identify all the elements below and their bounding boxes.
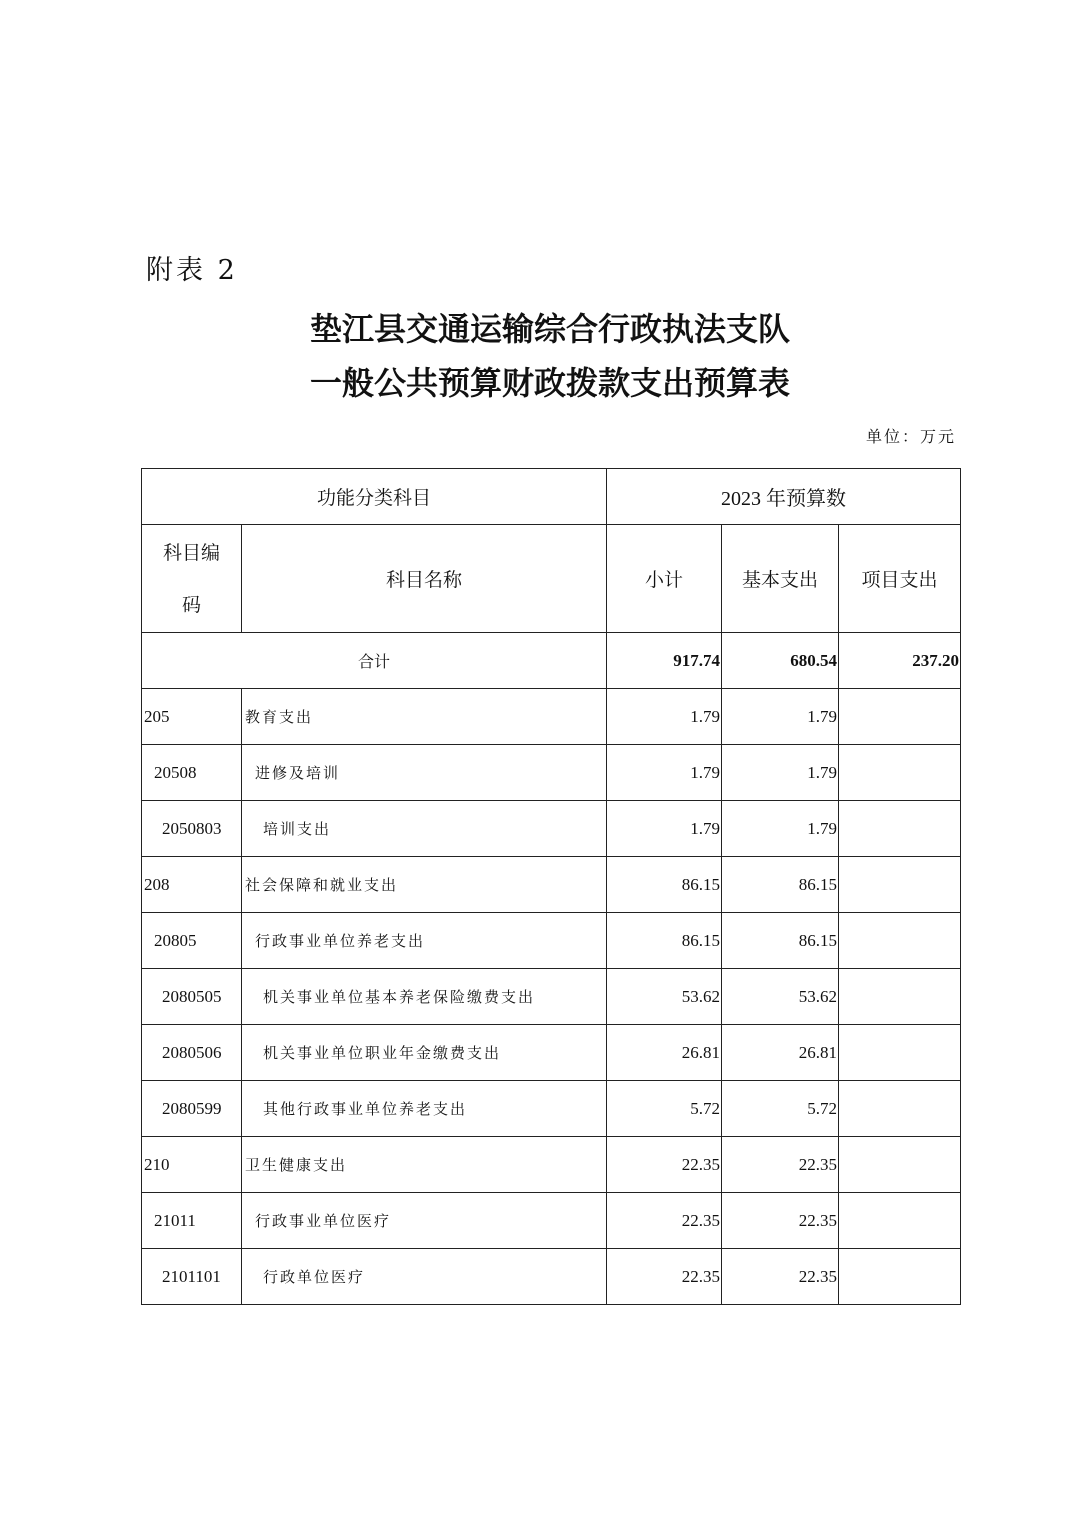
subject-code: 21011 [142, 1193, 242, 1249]
subject-name: 机关事业单位职业年金缴费支出 [242, 1025, 607, 1081]
subject-code: 20508 [142, 745, 242, 801]
annex-label: 附表 2 [146, 255, 238, 286]
basic-value: 1.79 [722, 689, 839, 745]
header-subtotal: 小计 [607, 525, 722, 633]
subject-name: 卫生健康支出 [242, 1137, 607, 1193]
subject-code: 2050803 [142, 801, 242, 857]
subtotal-value: 26.81 [607, 1025, 722, 1081]
subtotal-value: 1.79 [607, 689, 722, 745]
header-code [142, 525, 242, 633]
subtotal-value: 22.35 [607, 1137, 722, 1193]
basic-value: 22.35 [722, 1137, 839, 1193]
subject-name: 行政事业单位养老支出 [242, 913, 607, 969]
table-row [142, 1137, 961, 1193]
table-row [142, 1249, 961, 1305]
subject-code: 205 [142, 689, 242, 745]
subtotal-value: 1.79 [607, 745, 722, 801]
header-code-line-1: 科目编 [162, 541, 220, 564]
document-title [0, 302, 1074, 410]
title-line-1: 垫江县交通运输综合行政执法支队 [309, 310, 790, 348]
header-row-1 [142, 469, 961, 525]
subtotal-value: 86.15 [607, 913, 722, 969]
header-code-line-2: 码 [181, 593, 201, 616]
header-project: 项目支出 [839, 525, 961, 633]
subtotal-value: 1.79 [607, 801, 722, 857]
subject-code: 2080506 [142, 1025, 242, 1081]
basic-value: 1.79 [722, 745, 839, 801]
header-functional: 功能分类科目 [142, 469, 607, 525]
basic-value: 22.35 [722, 1249, 839, 1305]
unit-label: 单位：万元 [865, 427, 956, 446]
basic-value: 86.15 [722, 913, 839, 969]
project-value [839, 1081, 961, 1137]
project-value [839, 745, 961, 801]
header-budget-year: 2023 年预算数 [607, 469, 961, 525]
subject-code: 208 [142, 857, 242, 913]
subject-name: 其他行政事业单位养老支出 [242, 1081, 607, 1137]
subject-code: 2080599 [142, 1081, 242, 1137]
basic-value: 86.15 [722, 857, 839, 913]
table-row [142, 1193, 961, 1249]
table-row [142, 801, 961, 857]
subject-name: 进修及培训 [242, 745, 607, 801]
basic-value: 26.81 [722, 1025, 839, 1081]
subject-name: 教育支出 [242, 689, 607, 745]
total-basic: 680.54 [722, 633, 839, 689]
header-row-2 [142, 525, 961, 633]
budget-table [141, 468, 961, 1305]
table-row [142, 1025, 961, 1081]
subject-code: 210 [142, 1137, 242, 1193]
table-row [142, 689, 961, 745]
subject-code: 20805 [142, 913, 242, 969]
subtotal-value: 86.15 [607, 857, 722, 913]
basic-value: 22.35 [722, 1193, 839, 1249]
total-row [142, 633, 961, 689]
project-value [839, 689, 961, 745]
header-name: 科目名称 [242, 525, 607, 633]
title-line-2: 一般公共预算财政拨款支出预算表 [309, 364, 790, 402]
subject-name: 行政事业单位医疗 [242, 1193, 607, 1249]
subtotal-value: 5.72 [607, 1081, 722, 1137]
table-row [142, 913, 961, 969]
total-label: 合计 [142, 633, 607, 689]
header-basic: 基本支出 [722, 525, 839, 633]
total-subtotal: 917.74 [607, 633, 722, 689]
table-row [142, 857, 961, 913]
table-row [142, 1081, 961, 1137]
total-project: 237.20 [839, 633, 961, 689]
project-value [839, 857, 961, 913]
project-value [839, 1249, 961, 1305]
subtotal-value: 22.35 [607, 1193, 722, 1249]
project-value [839, 1137, 961, 1193]
subject-name: 行政单位医疗 [242, 1249, 607, 1305]
subject-name: 机关事业单位基本养老保险缴费支出 [242, 969, 607, 1025]
subtotal-value: 53.62 [607, 969, 722, 1025]
project-value [839, 1025, 961, 1081]
project-value [839, 969, 961, 1025]
subtotal-value: 22.35 [607, 1249, 722, 1305]
subject-name: 培训支出 [242, 801, 607, 857]
table-row [142, 969, 961, 1025]
basic-value: 53.62 [722, 969, 839, 1025]
basic-value: 1.79 [722, 801, 839, 857]
basic-value: 5.72 [722, 1081, 839, 1137]
subject-name: 社会保障和就业支出 [242, 857, 607, 913]
subject-code: 2080505 [142, 969, 242, 1025]
project-value [839, 1193, 961, 1249]
subject-code: 2101101 [142, 1249, 242, 1305]
table-row [142, 745, 961, 801]
project-value [839, 801, 961, 857]
project-value [839, 913, 961, 969]
